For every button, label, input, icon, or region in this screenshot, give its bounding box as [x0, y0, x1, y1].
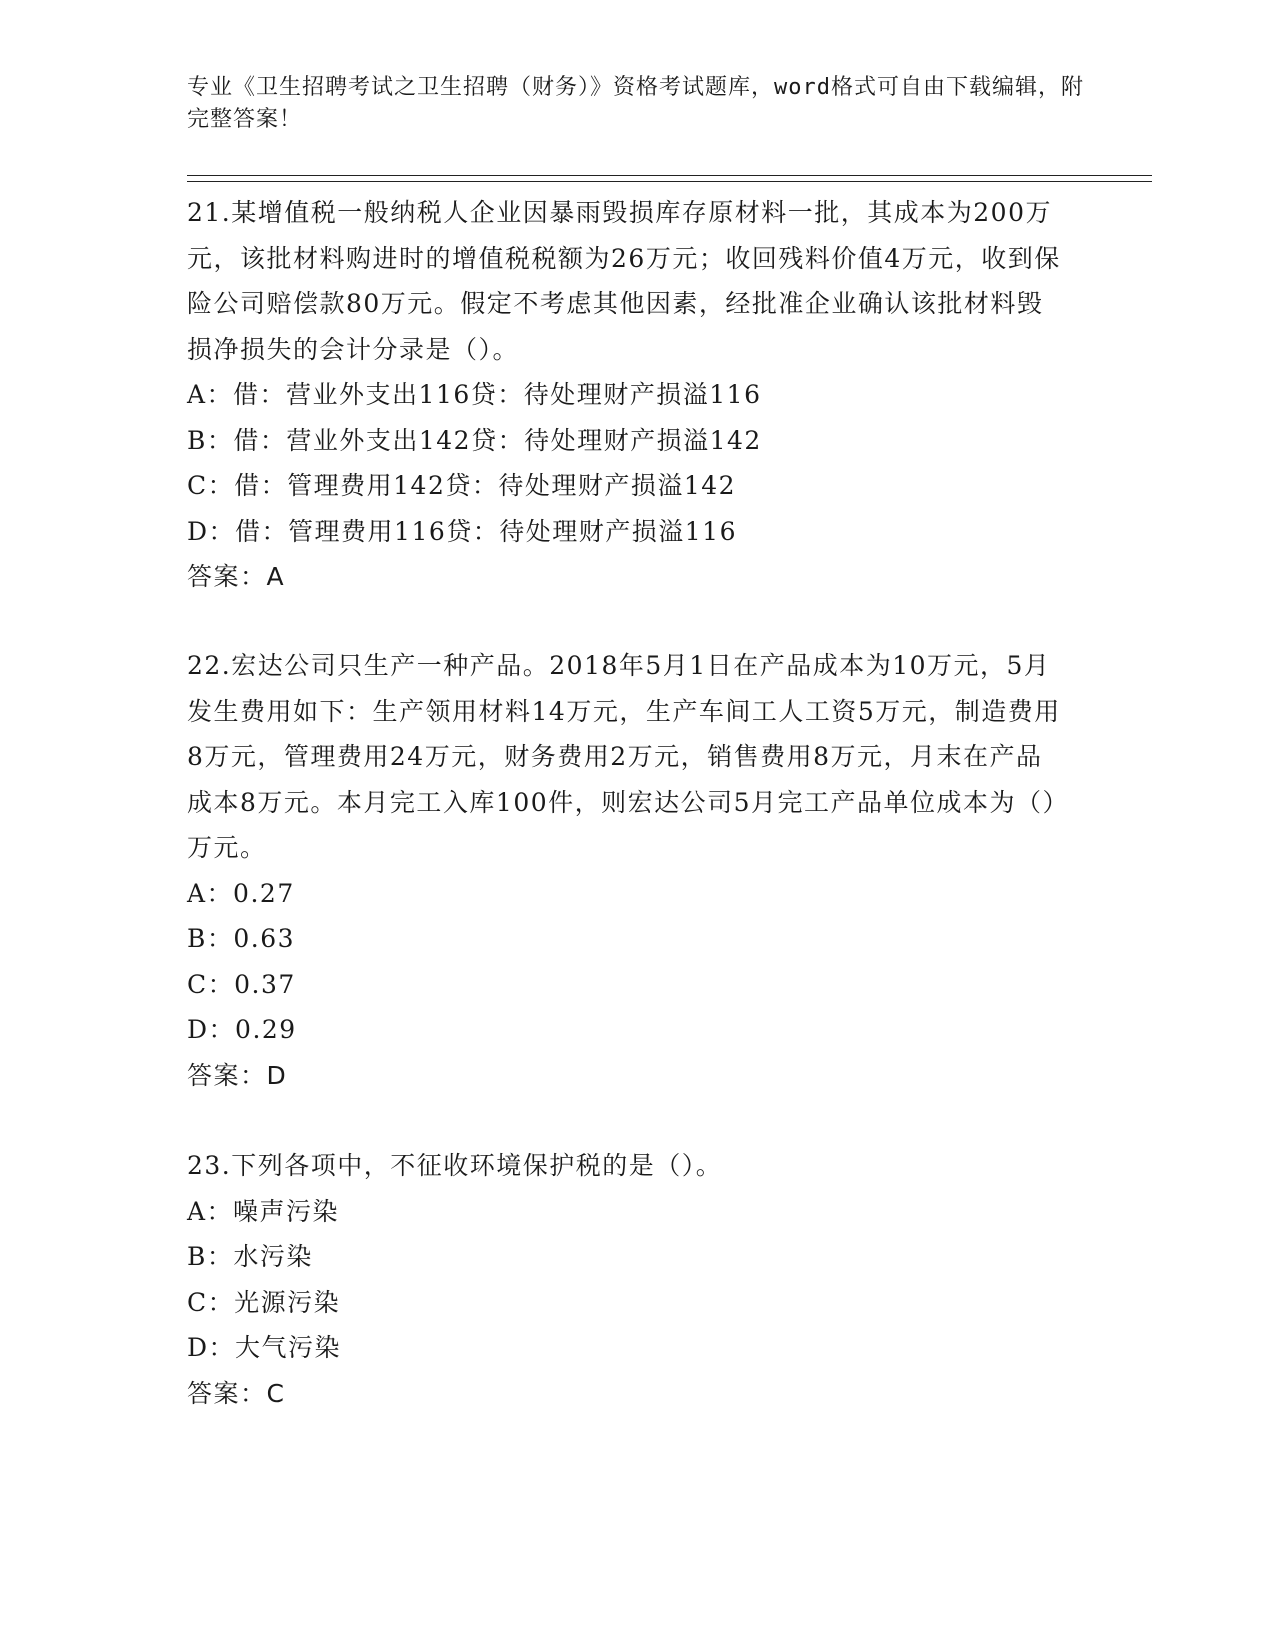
question-22 — [187, 643, 1067, 1098]
option-d: D：借：管理费用116贷：待处理财产损溢116 — [187, 516, 737, 546]
option-b: B：借：营业外支出142贷：待处理财产损溢142 — [187, 425, 762, 455]
document-header: 专业《卫生招聘考试之卫生招聘（财务）》资格考试题库，word格式可自由下载编辑，附完整答案！ — [187, 75, 1084, 132]
option-c: C：0.37 — [187, 969, 296, 999]
header-divider-top — [187, 175, 1152, 176]
question-stem: 21.某增值税一般纳税人企业因暴雨毁损库存原材料一批，其成本为200万元，该批材料购进时的增值税税额为26万元；收回残料价值4万元，收到保险公司赔偿款80万元。假定不考虑其他因素，经批准企业确认该批材料毁损净损失的会计分录是（）。 — [187, 198, 1061, 364]
question-23 — [187, 1143, 1067, 1416]
answer: 答案：A — [187, 562, 286, 591]
option-d: D：大气污染 — [187, 1333, 342, 1362]
answer: 答案：D — [187, 1060, 288, 1090]
header-divider-bottom — [187, 181, 1152, 182]
option-d: D：0.29 — [187, 1015, 297, 1044]
question-stem: 22.宏达公司只生产一种产品。2018年5月1日在产品成本为10万元，5月发生费用如下：生产领用材料14万元，生产车间工人工资5万元，制造费用8万元，管理费用24万元，财务费用2万元，销售费用8万元，月末在产品成本8万元。本月完工入库100件，则宏达公司5月完工产品单位成本为（）万元。 — [187, 651, 1061, 862]
option-b: B：0.63 — [187, 924, 296, 953]
option-c: C：借：管理费用142贷：待处理财产损溢142 — [187, 471, 737, 500]
option-a: A：噪声污染 — [187, 1196, 340, 1226]
question-21 — [187, 190, 1067, 600]
option-a: A：借：营业外支出116贷：待处理财产损溢116 — [187, 380, 762, 409]
answer: 答案：C — [187, 1378, 286, 1408]
option-a: A：0.27 — [187, 878, 295, 908]
option-c: C：光源污染 — [187, 1287, 341, 1317]
question-stem: 23.下列各项中，不征收环境保护税的是（）。 — [187, 1151, 723, 1180]
option-b: B：水污染 — [187, 1242, 313, 1271]
